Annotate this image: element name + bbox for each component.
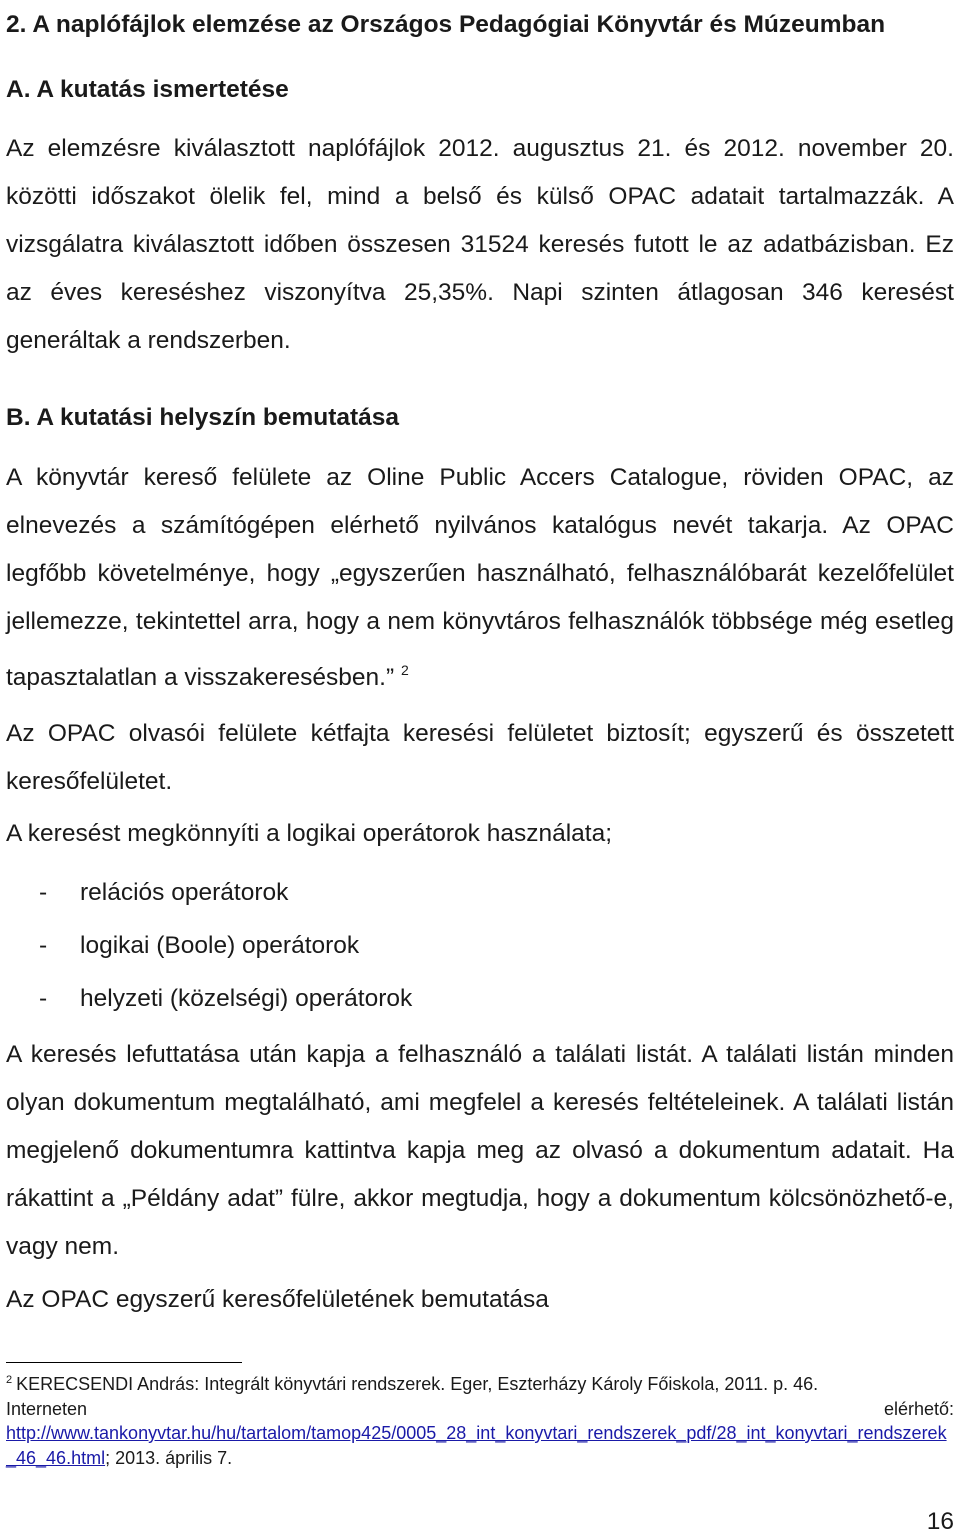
paragraph-opac-intro	[6, 454, 954, 702]
footnote-number: 2	[6, 1374, 13, 1386]
list-item-text: logikai (Boole) operátorok	[80, 932, 360, 959]
list-dash: -	[39, 985, 48, 1012]
list-dash: -	[39, 932, 48, 959]
footnote-date: ; 2013. április 7.	[105, 1447, 233, 1468]
footnote-citation-line	[6, 1368, 954, 1397]
footnote-url-link[interactable]: http://www.tankonyvtar.hu/hu/tartalom/tamop425/0005_28_int_konyvtari_rendszerek_pdf/28_int_konyvtari_rendszerek_46_46.html	[6, 1423, 947, 1468]
footnote-reference[interactable]: 2	[400, 662, 409, 678]
paragraph-result-list: A keresés lefuttatása után kapja a felhasználó a találati listát. A találati listán minden olyan dokumentum megtalálható, ami megfelel a keresés feltételeinek. A találati listán megjelenő dokumentumra kattintva kapja meg az olvasó a dokumentum adatait. Ha rákattint a „Példány adat” fülre, akkor megtudja, hogy a dokumentum kölcsönözhető-e, vagy nem.	[6, 1041, 954, 1260]
document-page	[6, 0, 954, 1324]
subsection-b-title: B. A kutatási helyszín bemutatása	[6, 404, 400, 431]
footnote-url-line	[6, 1421, 954, 1470]
footnote-citation: KERECSENDI András: Integrált könyvtári rendszerek. Eger, Eszterházy Károly Főiskola, 2011. p. 46.	[16, 1374, 819, 1394]
footnote-separator	[6, 1362, 242, 1363]
paragraph-search-interfaces: Az OPAC olvasói felülete kétfajta keresési felületet biztosít; egyszerű és összetett keresőfelületet.	[6, 720, 954, 795]
list-item	[6, 972, 954, 1025]
paragraph-opac-intro-text: A könyvtár kereső felülete az Oline Public Accers Catalogue, röviden OPAC, az elnevezés a számítógépen elérhető nyilvános katalógus nevét takarja. Az OPAC legfőbb követelménye, hogy „egyszerűen használható, felhasználóbarát kezelőfelület jellemezze, tekintettel arra, hogy a nem könyvtáros felhasználók többsége még esetleg tapasztalatlan a visszakeresésben.”	[6, 464, 954, 691]
operator-list	[6, 866, 954, 1025]
paragraph-research-description: Az elemzésre kiválasztott naplófájlok 2012. augusztus 21. és 2012. november 20. közötti időszakot ölelik fel, mind a belső és külső OPAC adatait tartalmazzák. A vizsgálatra kiválasztott időben összesen 31524 keresés futott le az adatbázisban. Ez az éves kereséshez viszonyítva 25,35%. Napi szinten átlagosan 346 keresést generáltak a rendszerben.	[6, 135, 954, 354]
list-dash: -	[39, 879, 48, 906]
footnote	[6, 1368, 954, 1470]
subsection-a-title: A. A kutatás ismertetése	[6, 76, 289, 103]
list-item	[6, 919, 954, 972]
list-item	[6, 866, 954, 919]
page-number: 16	[926, 1508, 954, 1535]
footnote-online-label: Interneten	[6, 1398, 88, 1419]
section-title: 2. A naplófájlok elemzése az Országos Pedagógiai Könyvtár és Múzeumban	[6, 11, 886, 38]
list-item-text: helyzeti (közelségi) operátorok	[80, 985, 413, 1012]
footnote-available-label: elérhető:	[883, 1398, 954, 1419]
paragraph-simple-search-caption: Az OPAC egyszerű keresőfelületének bemutatása	[6, 1286, 549, 1313]
footnote-availability-line	[6, 1397, 954, 1422]
list-item-text: relációs operátorok	[80, 879, 289, 906]
paragraph-operators-intro: A keresést megkönnyíti a logikai operátorok használata;	[6, 820, 613, 847]
